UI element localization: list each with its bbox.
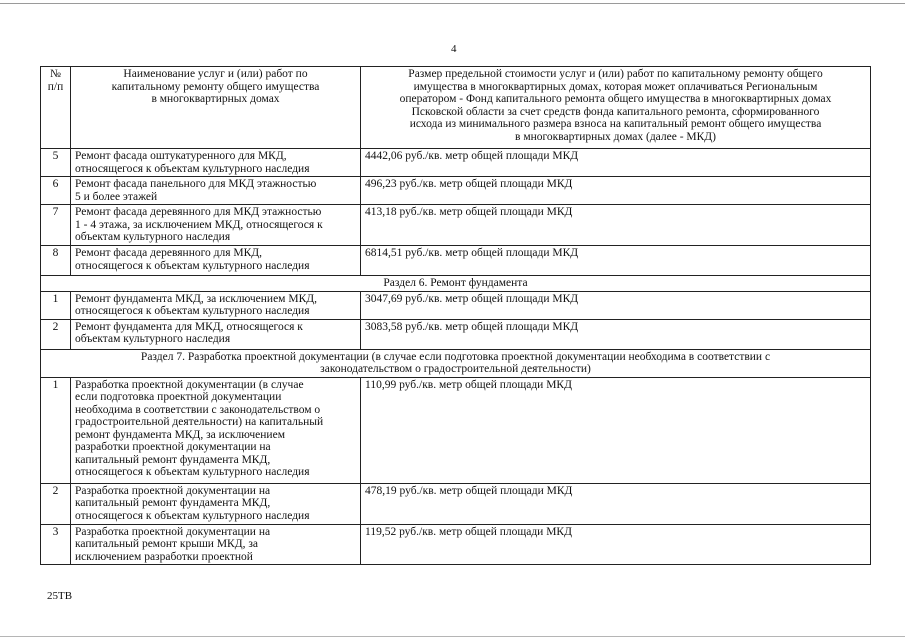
row-num: 6 <box>41 177 71 205</box>
footer-code: 25ТВ <box>47 590 73 602</box>
table-row <box>41 291 871 319</box>
scan-edge-top <box>0 3 905 4</box>
row-name: Ремонт фундамента МКД, за исключением МКД, относящегося к объектам культурного наследия <box>71 291 361 319</box>
cost-table <box>40 66 871 565</box>
row-name: Ремонт фасада панельного для МКД этажностью 5 и более этажей <box>71 177 361 205</box>
table-row <box>41 149 871 177</box>
row-cost: 3083,58 руб./кв. метр общей площади МКД <box>361 319 871 349</box>
row-name: Ремонт фасада деревянного для МКД этажностью 1 - 4 этажа, за исключением МКД, относящегося к объектам культурного наследия <box>71 205 361 246</box>
row-num: 2 <box>41 319 71 349</box>
page-number: 4 <box>451 43 457 55</box>
table-row <box>41 177 871 205</box>
table-row <box>41 377 871 483</box>
section-heading-row <box>41 349 871 377</box>
row-name: Разработка проектной документации (в случае если подготовка проектной документации необходима в соответствии с законодательством о градостроительной деятельности) на капитальный ремонт фундамента МКД, за исключением разработки проектной документации на капитальный ремонт фундамента МКД, относящегося к объектам культурного наследия <box>71 377 361 483</box>
row-cost: 119,52 руб./кв. метр общей площади МКД <box>361 524 871 565</box>
row-num: 7 <box>41 205 71 246</box>
row-name: Разработка проектной документации на капитальный ремонт фундамента МКД, относящегося к объектам культурного наследия <box>71 483 361 524</box>
row-cost: 496,23 руб./кв. метр общей площади МКД <box>361 177 871 205</box>
table-row <box>41 205 871 246</box>
row-name: Ремонт фасада оштукатуренного для МКД, относящегося к объектам культурного наследия <box>71 149 361 177</box>
row-num: 2 <box>41 483 71 524</box>
scan-edge-bottom <box>0 636 905 637</box>
row-cost: 478,19 руб./кв. метр общей площади МКД <box>361 483 871 524</box>
section-7-title: Раздел 7. Разработка проектной документации (в случае если подготовка проектной документации необходима в соответствии с законодательством о градостроительной деятельности) <box>41 349 871 377</box>
header-num: № п/п <box>41 67 71 149</box>
row-name: Ремонт фундамента для МКД, относящегося к объектам культурного наследия <box>71 319 361 349</box>
table-row <box>41 319 871 349</box>
table-header-row <box>41 67 871 149</box>
section-6-title: Раздел 6. Ремонт фундамента <box>41 276 871 292</box>
row-cost: 110,99 руб./кв. метр общей площади МКД <box>361 377 871 483</box>
row-num: 8 <box>41 246 71 276</box>
row-name: Разработка проектной документации на капитальный ремонт крыши МКД, за исключением разработки проектной <box>71 524 361 565</box>
row-name: Ремонт фасада деревянного для МКД, относящегося к объектам культурного наследия <box>71 246 361 276</box>
row-num: 1 <box>41 377 71 483</box>
row-cost: 3047,69 руб./кв. метр общей площади МКД <box>361 291 871 319</box>
header-name: Наименование услуг и (или) работ по капитальному ремонту общего имущества в многоквартирных домах <box>71 67 361 149</box>
section-heading-row <box>41 276 871 292</box>
table-row <box>41 246 871 276</box>
row-num: 5 <box>41 149 71 177</box>
row-cost: 6814,51 руб./кв. метр общей площади МКД <box>361 246 871 276</box>
header-cost: Размер предельной стоимости услуг и (или) работ по капитальному ремонту общего имущества в многоквартирных домах, которая может оплачиваться Региональным оператором - Фонд капитального ремонта общего имущества в многоквартирных домах Псковской области за счет средств фонда капитального ремонта, сформированного исхода из минимального размера взноса на капитальный ремонт общего имущества в многоквартирных домах (далее - МКД) <box>361 67 871 149</box>
row-cost: 413,18 руб./кв. метр общей площади МКД <box>361 205 871 246</box>
row-cost: 4442,06 руб./кв. метр общей площади МКД <box>361 149 871 177</box>
row-num: 3 <box>41 524 71 565</box>
row-num: 1 <box>41 291 71 319</box>
table-row <box>41 483 871 524</box>
table-row <box>41 524 871 565</box>
